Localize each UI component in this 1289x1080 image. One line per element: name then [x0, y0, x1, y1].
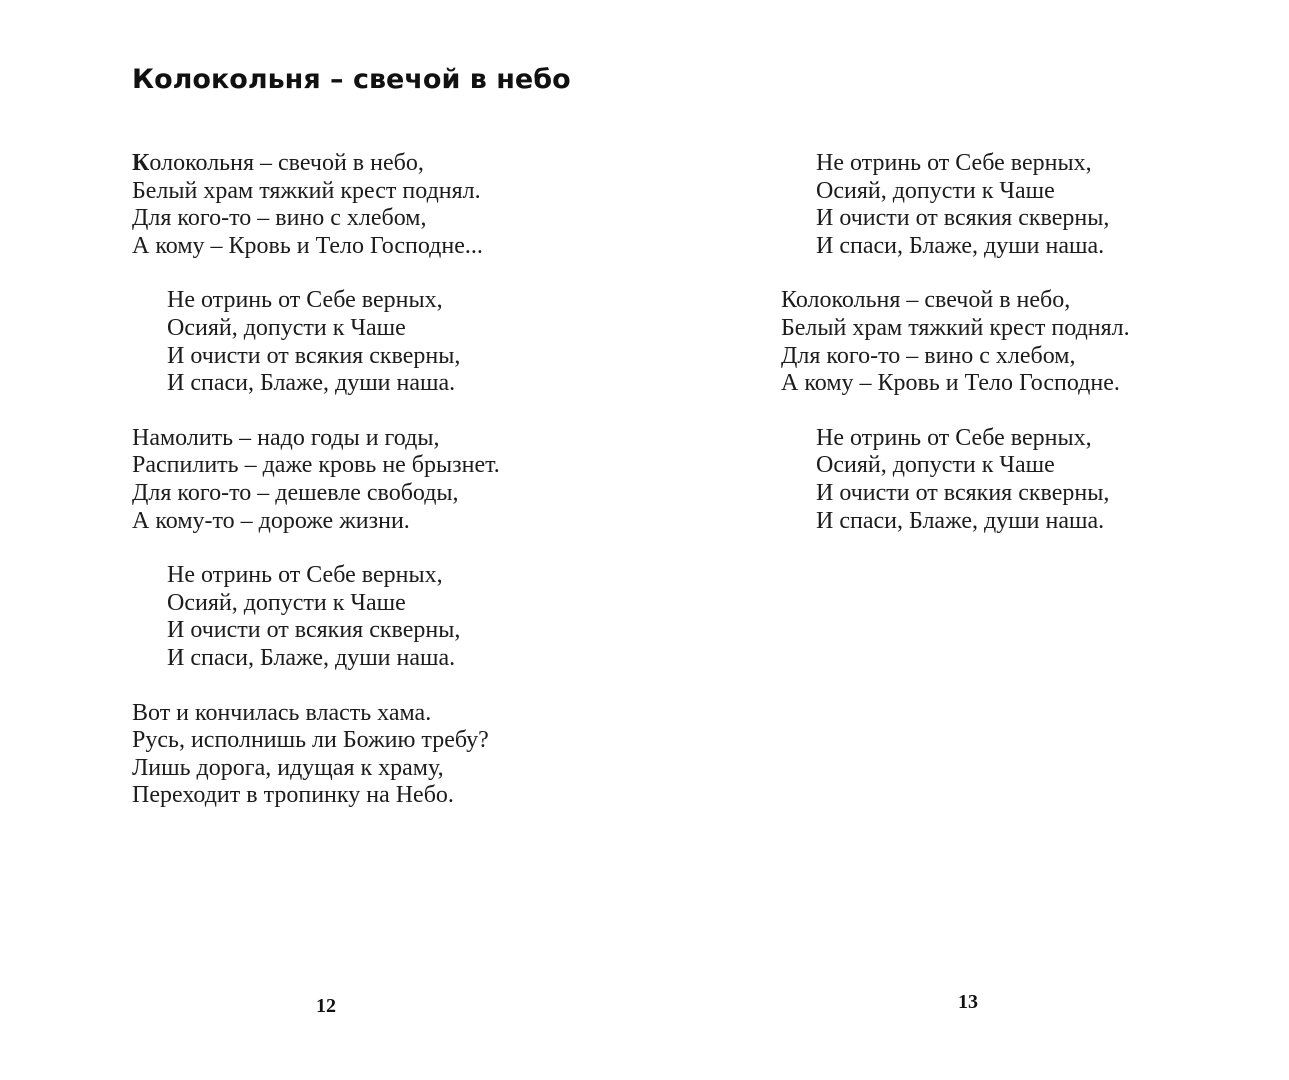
- poem-line: Осияй, допусти к Чаше: [816, 177, 1055, 204]
- poem-line: Осияй, допусти к Чаше: [816, 452, 1055, 479]
- poem-line: Осияй, допусти к Чаше: [167, 589, 406, 616]
- poem-line: Белый храм тяжкий крест поднял.: [132, 177, 481, 204]
- refrain-stanza: [132, 562, 500, 672]
- left-poem-body: [132, 150, 500, 837]
- poem-line: И очисти от всякия скверны,: [167, 617, 461, 644]
- poem-line: Белый храм тяжкий крест поднял.: [781, 314, 1130, 341]
- poem-line: А кому – Кровь и Тело Господне.: [781, 370, 1120, 397]
- poem-line: Для кого-то – вино с хлебом,: [781, 342, 1076, 369]
- poem-line: Не отринь от Себе верных,: [816, 150, 1092, 176]
- poem-line: Русь, исполнишь ли Божию требу?: [132, 727, 489, 754]
- poem-line: А кому-то – дороже жизни.: [132, 507, 410, 534]
- right-page: [645, 0, 1289, 1080]
- page-number: 13: [958, 991, 978, 1013]
- poem-line: Распилить – даже кровь не брызнет.: [132, 452, 500, 479]
- poem-line: Не отринь от Себе верных,: [167, 562, 443, 589]
- poem-line: Лишь дорога, идущая к храму,: [132, 754, 444, 781]
- poem-line: И очисти от всякия скверны,: [816, 205, 1110, 232]
- poem-line: А кому – Кровь и Тело Господне...: [132, 232, 483, 259]
- drop-cap: К: [132, 150, 150, 176]
- poem-line: И очисти от всякия скверны,: [816, 479, 1110, 506]
- poem-line: Переходит в тропинку на Небо.: [132, 782, 454, 809]
- poem-title: Колокольня – свечой в небо: [132, 64, 571, 95]
- poem-line: Намолить – надо годы и годы,: [132, 424, 440, 451]
- stanza: [781, 287, 1130, 397]
- poem-line: Для кого-то – дешевле свободы,: [132, 479, 459, 506]
- poem-line: И спаси, Блаже, души наша.: [167, 370, 456, 397]
- refrain-stanza: [132, 287, 500, 397]
- stanza: [132, 150, 500, 260]
- refrain-stanza: [781, 150, 1130, 260]
- poem-line: И спаси, Блаже, души наша.: [816, 507, 1105, 534]
- stanza: [132, 700, 500, 810]
- poem-line-text: олокольня – свечой в небо,: [149, 150, 424, 176]
- poem-line: И спаси, Блаже, души наша.: [816, 232, 1105, 259]
- page-number: 12: [316, 995, 336, 1017]
- poem-line: И спаси, Блаже, души наша.: [167, 644, 456, 671]
- poem-line: Колокольня – свечой в небо,: [781, 287, 1071, 314]
- poem-line: Вот и кончилась власть хама.: [132, 699, 432, 726]
- poem-line: [132, 150, 500, 178]
- poem-line: Осияй, допусти к Чаше: [167, 314, 406, 341]
- poem-line: Не отринь от Себе верных,: [816, 424, 1092, 451]
- poem-line: Не отринь от Себе верных,: [167, 287, 443, 314]
- poem-line: Для кого-то – вино с хлебом,: [132, 205, 427, 232]
- poem-line: И очисти от всякия скверны,: [167, 342, 461, 369]
- right-poem-body: [781, 150, 1130, 562]
- refrain-stanza: [781, 425, 1130, 535]
- stanza: [132, 425, 500, 535]
